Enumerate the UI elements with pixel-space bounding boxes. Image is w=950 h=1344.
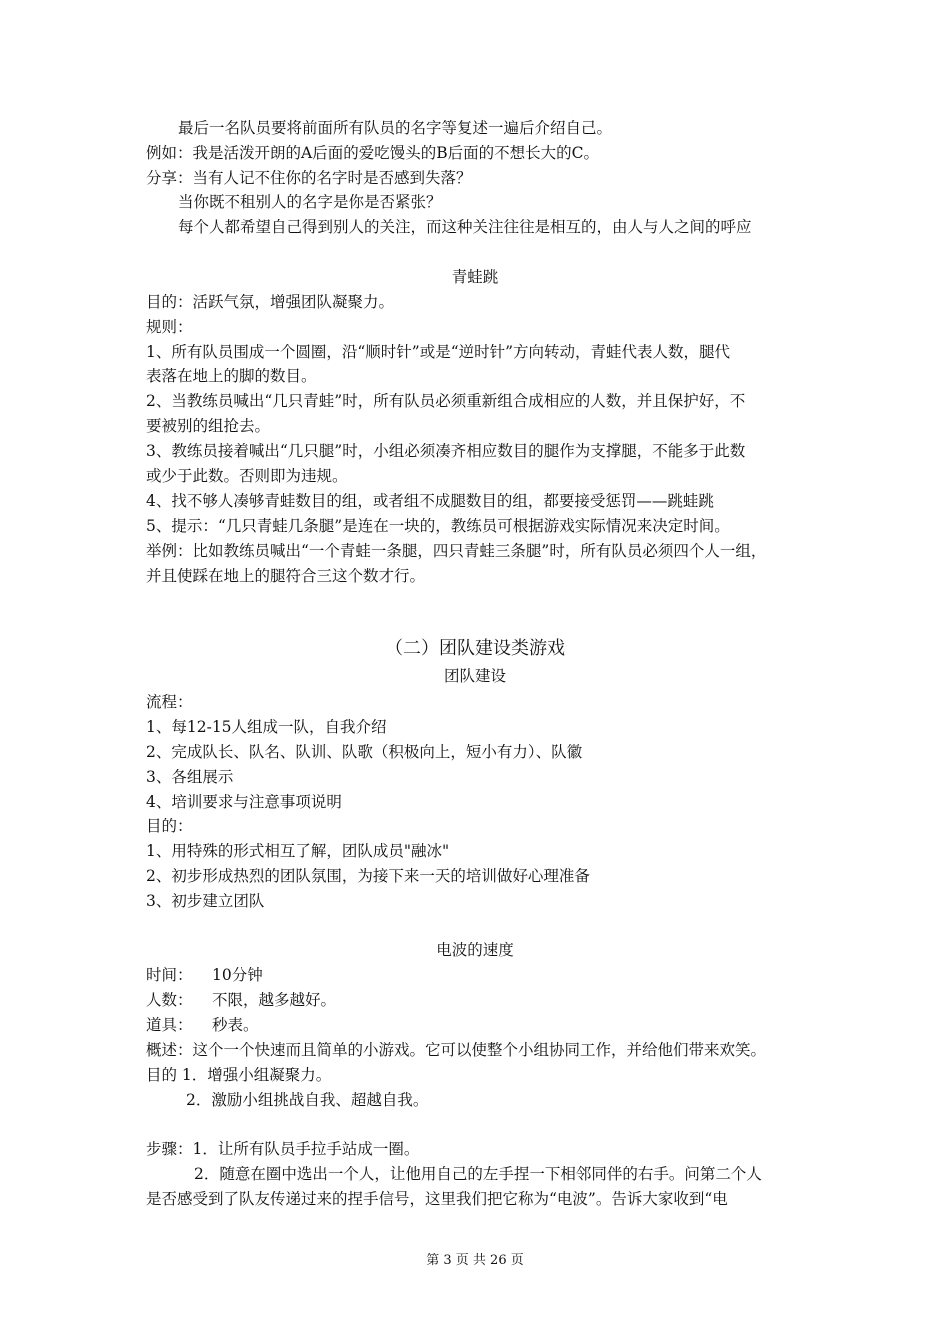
wave-people-label: 人数： [146,991,193,1009]
team-line: 3、初步建立团队 [146,892,265,910]
team-line: 1、用特殊的形式相互了解，团队成员"融冰" [146,842,450,860]
team-line: 目的： [146,817,193,835]
wave-people [146,988,811,1012]
team-line: 流程： [146,693,193,711]
wave-time [146,963,811,987]
team-line: 2、完成队长、队名、队训、队歌（积极向上，短小有力）、队徽 [146,743,583,761]
team-line: 3、各组展示 [146,768,234,786]
frog-title: 青蛙跳 [451,268,499,286]
wave-step-2-cont: 是否感受到了队友传递过来的捏手信号，这里我们把它称为“电波”。告诉大家收到“电 [146,1190,728,1208]
frog-line: 并且使踩在地上的腿符合三这个数才行。 [146,567,426,585]
wave-props-label: 道具： [146,1016,193,1034]
team-line: 2、初步形成热烈的团队氛围，为接下来一天的培训做好心理准备 [146,867,590,885]
wave-time-value: 10分钟 [212,966,263,984]
wave-goal-1: 目的 1．增强小组凝聚力。 [146,1066,332,1084]
frog-line: 目的：活跃气氛，增强团队凝聚力。 [146,293,395,311]
frog-line: 规则： [146,318,193,336]
frog-line: 举例：比如教练员喊出“一个青蛙一条腿，四只青蛙三条腿”时，所有队员必须四个人一组， [146,542,767,560]
team-building-title: 团队建设 [443,667,506,685]
wave-props [146,1013,811,1037]
intro-line-5: 每个人都希望自己得到别人的关注，而这种关注往往是相互的，由人与人之间的呼应 [178,218,752,236]
frog-line: 或少于此数。否则即为违规。 [146,467,348,485]
frog-line: 2、当教练员喊出“几只青蛙”时，所有队员必须重新组合成相应的人数，并且保护好，不 [146,392,746,410]
wave-step-1: 步骤：1．让所有队员手拉手站成一圈。 [146,1140,420,1158]
wave-step-2: 2．随意在圈中选出一个人，让他用自己的左手捏一下相邻同伴的右手。问第二个人 [194,1165,762,1183]
frog-line: 3、教练员接着喊出“几只腿”时，小组必须凑齐相应数目的腿作为支撑腿，不能多于此数 [146,442,746,460]
section-heading: （二）团队建设类游戏 [385,638,565,659]
page-footer: 第 3 页 共 26 页 [426,1253,524,1268]
frog-line: 1、所有队员围成一个圆圈，沿“顺时针”或是“逆时针”方向转动，青蛙代表人数，腿代 [146,343,731,361]
wave-props-value: 秒表。 [212,1016,259,1034]
frog-line: 表落在地上的脚的数目。 [146,367,317,385]
wave-overview: 概述：这个一个快速而且简单的小游戏。它可以使整个小组协同工作，并给他们带来欢笑。 [146,1041,767,1059]
wave-goal-2: 2．激励小组挑战自我、超越自我。 [186,1091,429,1109]
frog-line: 5、提示：“几只青蛙几条腿”是连在一块的，教练员可根据游戏实际情况来决定时间。 [146,517,730,535]
intro-line-1: 最后一名队员要将前面所有队员的名字等复述一遍后介绍自己。 [178,119,613,137]
team-line: 1、每12-15人组成一队，自我介绍 [146,718,387,736]
wave-people-value: 不限，越多越好。 [212,991,337,1009]
team-line: 4、培训要求与注意事项说明 [146,793,342,811]
intro-line-4: 当你既不租别人的名字是你是否紧张？ [178,193,442,211]
wave-title: 电波的速度 [436,941,514,959]
frog-line: 要被别的组抢去。 [146,417,271,435]
intro-line-2: 例如：我是活泼开朗的A后面的爱吃馒头的B后面的不想长大的C。 [146,144,599,162]
intro-line-3: 分享：当有人记不住你的名字时是否感到失落？ [146,169,472,187]
wave-time-label: 时间： [146,966,193,984]
frog-line: 4、找不够人凑够青蛙数目的组，或者组不成腿数目的组，都要接受惩罚——跳蛙跳 [146,492,714,510]
